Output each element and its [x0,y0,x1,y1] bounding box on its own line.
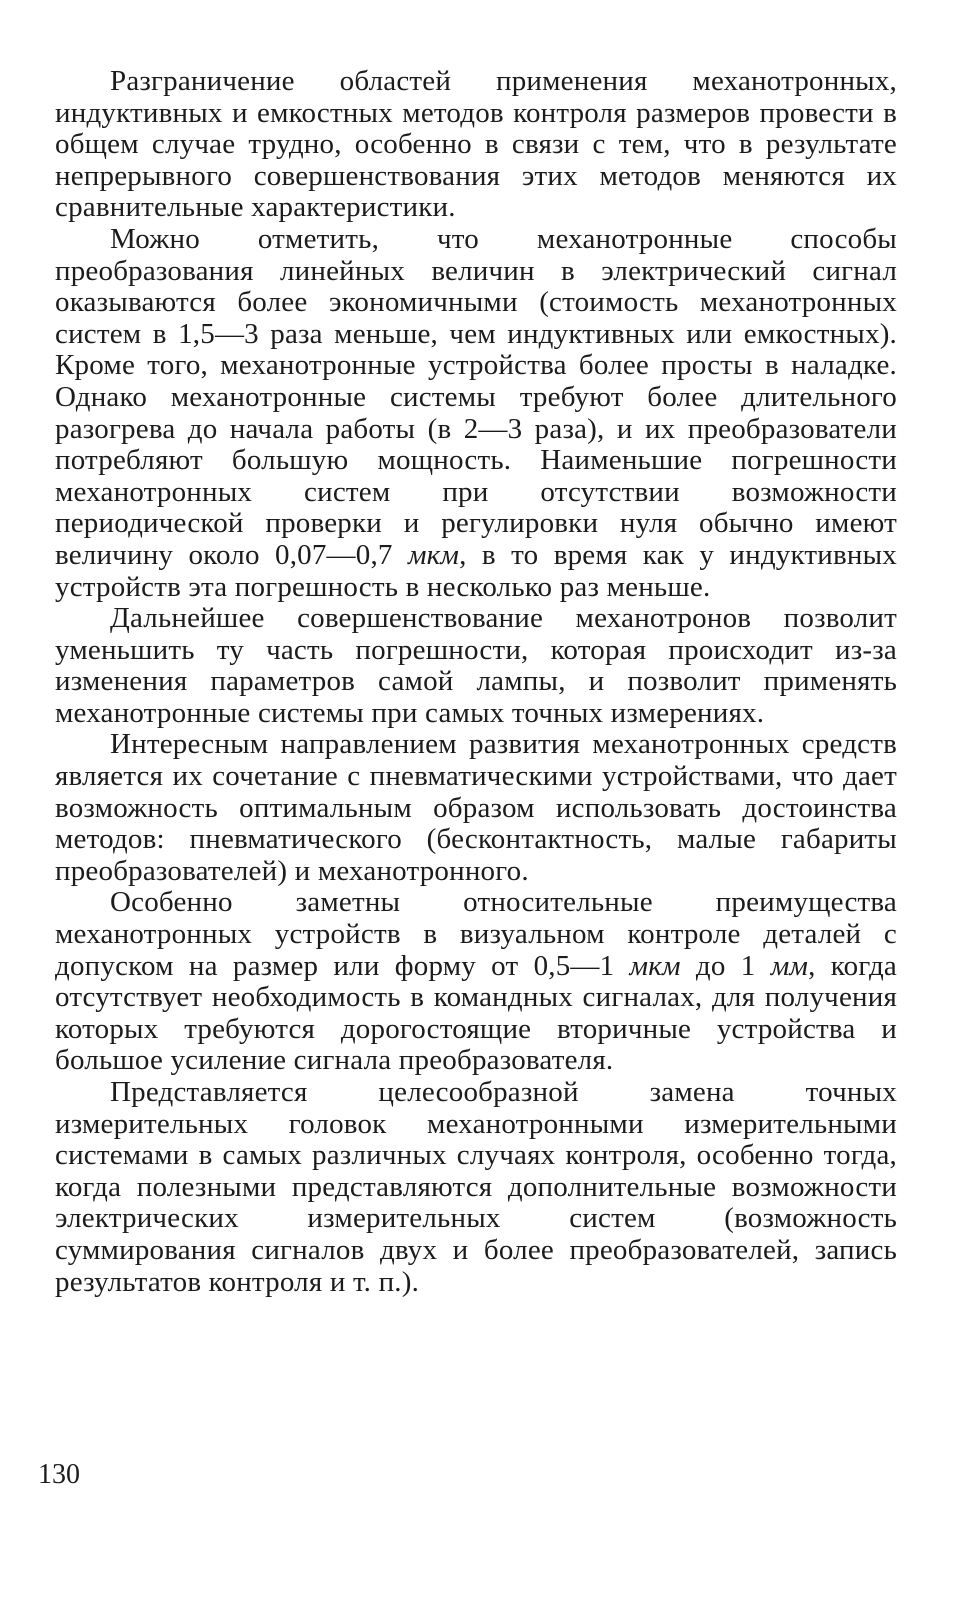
paragraph-4: Интересным направлением развития механотронных средств является их сочетание с пневматическими устройствами, что дает возможность оптимальным образом использовать достоинства методов: пневматического (бесконтактность, малые габариты преобразователей) и механотронного. [55,728,897,887]
paragraph-2: Можно отметить, что механотронные способы преобразования линейных величин в электрический сигнал оказываются более экономичными (стоимость механотронных систем в 1,5—3 раза меньше, чем индуктивных или емкостных). Кроме того, механотронные устройства более просты в наладке. Однако механотронные системы требуют более длительного разогрева до начала работы (в 2—3 раза), и их преобразователи потребляют большую мощность. Наименьшие погрешности механотронных систем при отсутствии возможности периодической проверки и регулировки нуля обычно имеют величину около 0,07—0,7 мкм, в то время как у индуктивных устройств эта погрешность в несколько раз меньше. [55,222,897,603]
page-body [55,66,897,1298]
paragraph-3: Дальнейшее совершенствование механотронов позволит уменьшить ту часть погрешности, которая происходит из-за изменения параметров самой лампы, и позволит применять механотронные системы при самых точных измерениях. [55,602,897,729]
paragraph-5: Особенно заметны относительные преимущества механотронных устройств в визуальном контроле деталей с допуском на размер или форму от 0,5—1 мкм до 1 мм, когда отсутствует необходимость в командных сигналах, для получения которых требуются дорогостоящие вторичные устройства и большое усиление сигнала преобразователя. [55,886,897,1077]
page-number: 130 [38,1459,80,1490]
paragraph-6: Представляется целесообразной замена точных измерительных головок механотронными измерительными системами в самых различных случаях контроля, особенно тогда, когда полезными представляются дополнительные возможности электрических измерительных систем (возможность суммирования сигналов двух и более преобразователей, запись результатов контроля и т. п.). [55,1076,897,1298]
paragraph-1: Разграничение областей применения механотронных, индуктивных и емкостных методов контроля размеров провести в общем случае трудно, особенно в связи с тем, что в результате непрерывного совершенствования этих методов меняются их сравнительные характеристики. [55,65,897,224]
